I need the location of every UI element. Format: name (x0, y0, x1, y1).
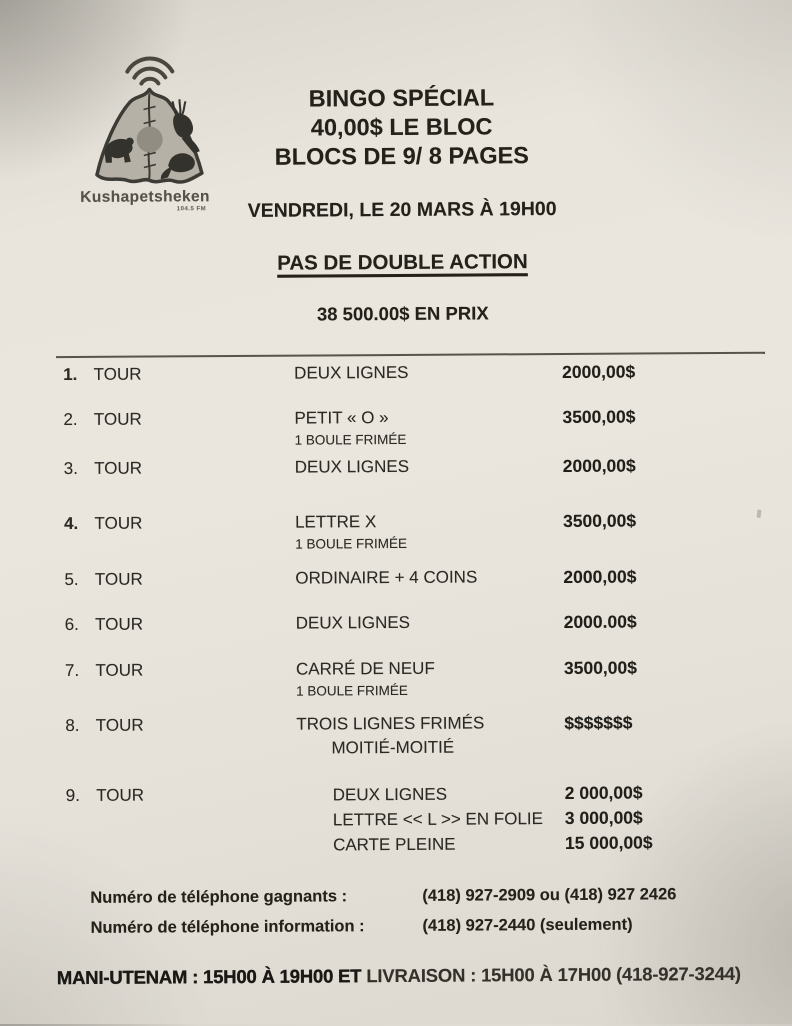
logo-station-name: Kushapetsheken (74, 188, 226, 207)
round-label: TOUR (95, 570, 143, 589)
game-subnote: 1 BOULE FRIMÉE (295, 429, 563, 451)
game-name: DEUX LIGNES (333, 781, 565, 807)
game-name: CARRÉ DE NEUF (296, 656, 564, 682)
game-name: LETTRE X (295, 509, 563, 535)
rounds-table (0, 359, 792, 860)
game-name: DEUX LIGNES (295, 454, 563, 481)
round-row-2 (63, 404, 791, 452)
round-label: TOUR (94, 410, 142, 429)
game-subnote: 1 BOULE FRIMÉE (295, 533, 563, 555)
game-name: PETIT « O » (294, 405, 562, 431)
title-line-3: BLOCS DE 9/ 8 PAGES (14, 140, 790, 174)
round-number: 5. (64, 568, 90, 592)
no-double-action-notice: PAS DE DOUBLE ACTION (14, 249, 790, 278)
kushapetsheken-logo (73, 51, 226, 213)
round-row-1 (63, 359, 791, 388)
title-line-2: 40,00$ LE BLOC (14, 111, 790, 145)
round-label: TOUR (94, 365, 142, 384)
prize-amount: 2 000,00$ (565, 780, 792, 806)
game-name: CARTE PLEINE (333, 831, 565, 857)
schedule-footer (3, 963, 792, 990)
prize-amount: 2000,00$ (563, 453, 792, 479)
divider-line (56, 352, 765, 358)
round-number: 4. (64, 512, 90, 536)
prize-amount: 3 000,00$ (565, 805, 792, 831)
game-name-secondary: MOITIÉ-MOITIÉ (296, 735, 564, 761)
contacts-block (90, 879, 792, 943)
game-name: TROIS LIGNES FRIMÉS (296, 711, 564, 737)
prize-amount: 2000.00$ (564, 609, 792, 635)
round-row-6 (65, 609, 792, 638)
round-row-8 (65, 710, 792, 762)
round-label: TOUR (94, 514, 142, 533)
round-number: 3. (64, 457, 90, 481)
info-phone-label: Numéro de téléphone information : (90, 911, 422, 943)
prize-amount: 15 000,00$ (565, 830, 792, 856)
round-label: TOUR (96, 786, 144, 805)
game-subnote: 1 BOULE FRIMÉE (296, 680, 564, 702)
info-phone-value: (418) 927-2440 (seulement) (422, 909, 792, 941)
round-row-3 (64, 453, 792, 482)
shaking-tent-icon (96, 89, 202, 182)
radio-waves-icon (127, 58, 172, 83)
round-label: TOUR (95, 661, 143, 680)
round-number: 9. (66, 784, 92, 808)
drum-circle (137, 126, 163, 152)
round-label: TOUR (94, 459, 142, 478)
game-name: ORDINAIRE + 4 COINS (295, 565, 563, 592)
prize-amount: 2000,00$ (562, 359, 791, 385)
game-name: DEUX LIGNES (296, 610, 564, 637)
event-date: VENDREDI, LE 20 MARS À 19H00 (14, 197, 790, 225)
game-name: LETTRE << L >> EN FOLIE (333, 806, 565, 832)
round-row-7 (65, 655, 792, 703)
winners-phone-label: Numéro de téléphone gagnants : (90, 881, 422, 913)
prize-amount: 3500,00$ (563, 508, 792, 553)
total-prize: 38 500.00$ EN PRIX (15, 301, 791, 328)
round-row-5 (64, 564, 792, 593)
prize-amount: 3500,00$ (562, 404, 791, 449)
round-number: 2. (63, 408, 89, 432)
round-label: TOUR (95, 615, 143, 634)
prize-amount: $$$$$$$ (564, 710, 792, 759)
footer-mani-utenam-hours: MANI-UTENAM : 15H00 À 19H00 ET (57, 965, 362, 988)
round-row-4 (64, 508, 792, 556)
title-line-1: BINGO SPÉCIAL (13, 82, 789, 116)
round-number: 6. (65, 613, 91, 637)
round-number: 1. (63, 363, 89, 387)
prize-amount: 3500,00$ (564, 655, 792, 700)
winners-phone-value: (418) 927-2909 ou (418) 927 2426 (422, 879, 792, 911)
round-number: 8. (65, 714, 91, 738)
round-number: 7. (65, 659, 91, 683)
shaking-tent-logo-graphic (73, 51, 226, 186)
game-name: DEUX LIGNES (294, 360, 562, 387)
round-row-9 (66, 780, 792, 859)
prize-amount: 2000,00$ (563, 564, 792, 590)
footer-delivery-hours: LIVRAISON : 15H00 À 17H00 (418-927-3244) (366, 963, 741, 986)
round-label: TOUR (96, 716, 144, 735)
logo-station-frequency: 104.5 FM (74, 206, 226, 213)
